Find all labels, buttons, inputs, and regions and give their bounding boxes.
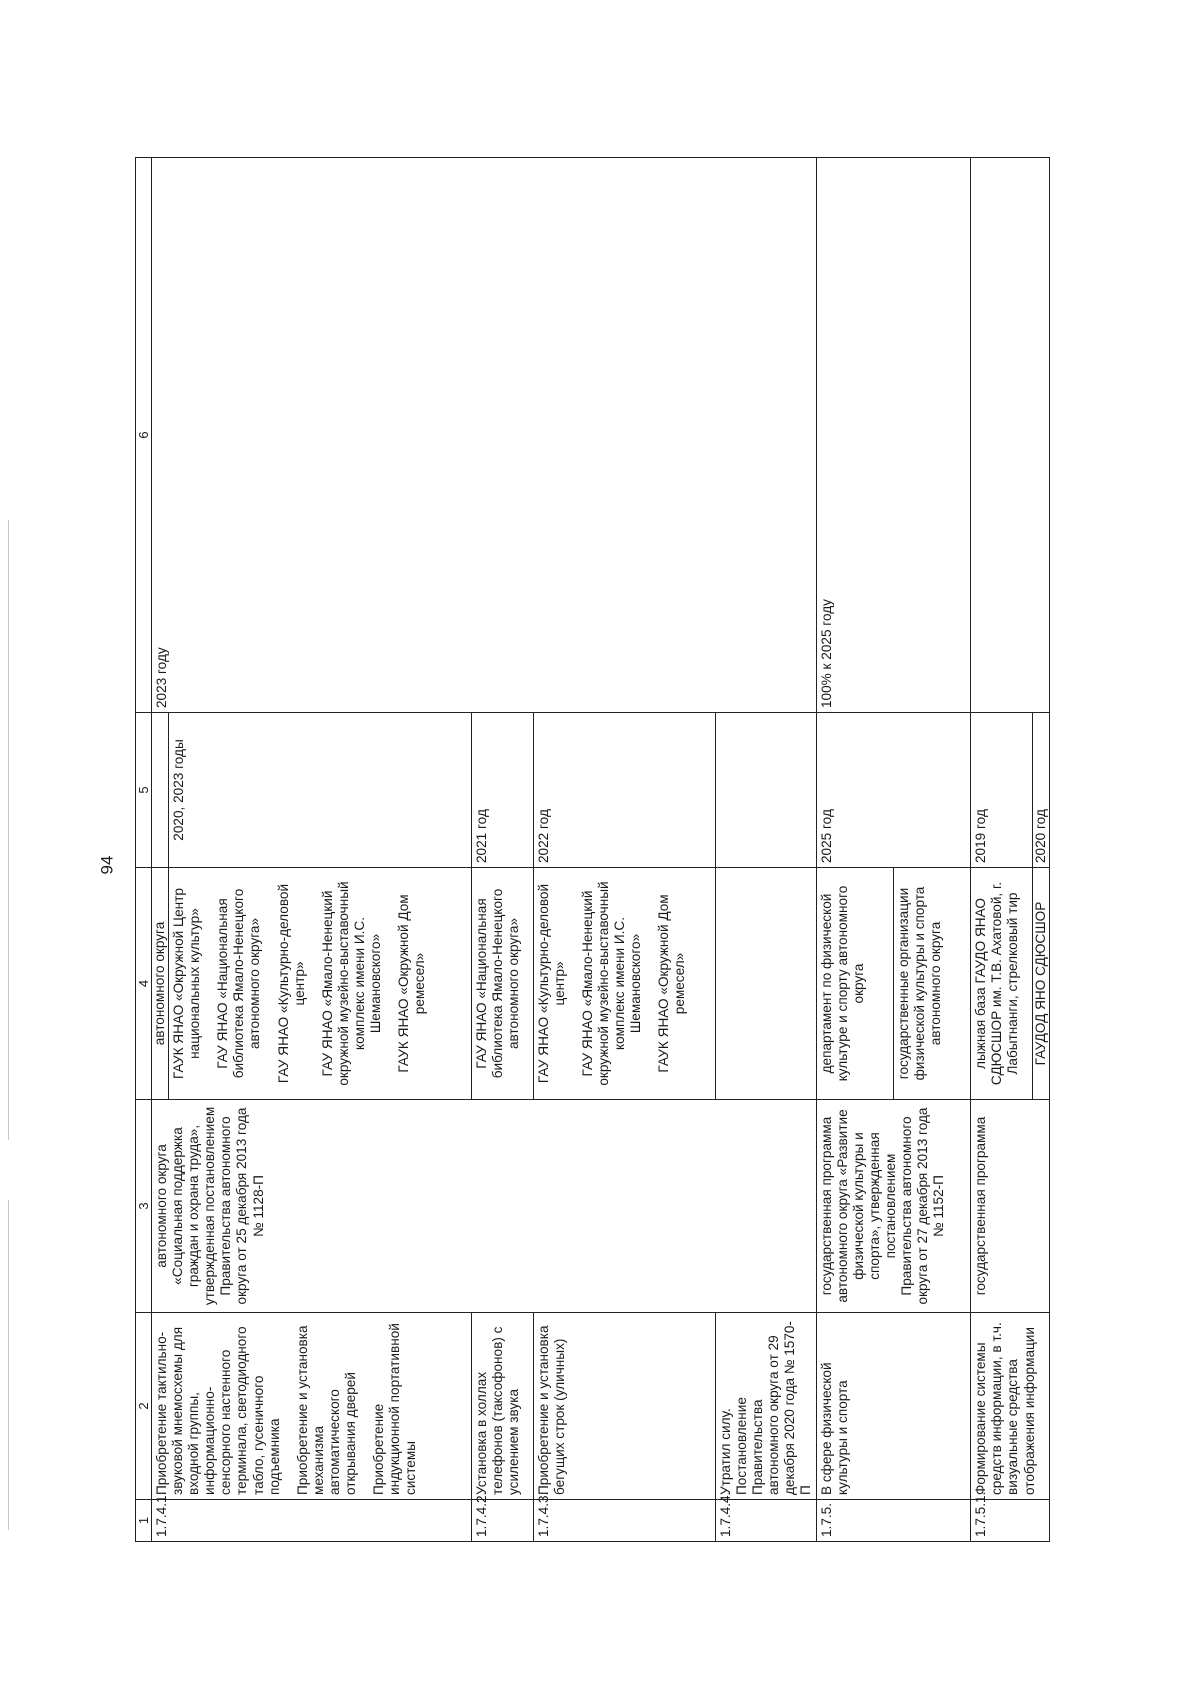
executor-line: ГАУ ЯНАО «Национальная библиотека Ямало-Ненецкого автономного округа» bbox=[215, 888, 263, 1079]
cell-program: автономного округа «Социальная поддержка граждан и охрана труда», утвержденная постановлением Правительства автономного округа от 25 декабря 2013 года № 1128-П bbox=[152, 1100, 817, 1313]
scan-edge-line bbox=[8, 520, 9, 1140]
cell-executor: департамент по физической культуре и спорту автономного округа bbox=[817, 868, 894, 1100]
cell-result bbox=[971, 158, 1050, 713]
scan-edge-line bbox=[8, 1200, 9, 1530]
cell-measure: Утратил силу. Постановление Правительства автономного округа от 29 декабря 2020 года № 1570-П bbox=[715, 1313, 816, 1500]
cell-number: 1.7.4.1. bbox=[152, 1500, 472, 1542]
page-number: 94 bbox=[96, 855, 116, 875]
table-row bbox=[817, 158, 894, 1542]
cell-result: 2023 году bbox=[152, 158, 817, 713]
cell-executor bbox=[169, 868, 472, 1100]
cell-number: 1.7.4.4. bbox=[715, 1500, 816, 1542]
cell-measure: Установка в холлах телефонов (таксофонов) с усилением звука bbox=[472, 1313, 534, 1500]
executor-line: ГАУК ЯНАО «Окружной Центр национальных культур» bbox=[171, 888, 203, 1079]
measure-line: Приобретение индукционной портативной системы bbox=[370, 1323, 418, 1495]
cell-measure: Приобретение и установка бегущих строк (уличных) bbox=[533, 1313, 715, 1500]
cell-executor: ГАУДОД ЯНО СДЮСШОР bbox=[1032, 868, 1049, 1100]
cell-number: 1.7.4.2. bbox=[472, 1500, 534, 1542]
cell-executor bbox=[533, 868, 715, 1100]
cell-executor: ГАУ ЯНАО «Национальная библиотека Ямало-Ненецкого автономного округа» bbox=[472, 868, 534, 1100]
cell-number: 1.7.4.3. bbox=[533, 1500, 715, 1542]
executor-line: ГАУ ЯНАО «Ямало-Ненецкий окружной музейно-выставочный комплекс имени И.С. Шемановского» bbox=[579, 881, 643, 1086]
header-cell: 1 bbox=[136, 1500, 152, 1542]
cell-measure bbox=[152, 1313, 472, 1500]
cell-measure: Формирование системы средств информации, в т.ч. визуальные средства отображения информации bbox=[971, 1313, 1050, 1500]
measures-table bbox=[135, 157, 1050, 1542]
cell-program: государственная программа автономного округа «Развитие физической культуры и спорта», утвержденная постановлением Правительства автономного округа от 27 декабря 2013 года № 1152-П bbox=[817, 1100, 971, 1313]
header-cell: 3 bbox=[136, 1100, 152, 1313]
executor-line: ГАУК ЯНАО «Окружной Дом ремесел» bbox=[655, 894, 687, 1073]
executor-line: ГАУ ЯНАО «Культурно-деловой центр» bbox=[275, 883, 307, 1084]
table-row bbox=[971, 158, 1033, 1542]
header-cell: 5 bbox=[136, 713, 152, 868]
cell-number: 1.7.5. bbox=[817, 1500, 971, 1542]
cell-measure: В сфере физической культуры и спорта bbox=[817, 1313, 971, 1500]
cell-year: 2019 год bbox=[971, 713, 1033, 868]
cell-year: 2021 год bbox=[472, 713, 534, 868]
cell-number: 1.7.5.1. bbox=[971, 1500, 1050, 1542]
cell-executor: государственные организации физической культуры и спорта автономного округа bbox=[894, 868, 971, 1100]
header-cell: 2 bbox=[136, 1313, 152, 1500]
cell-executor bbox=[715, 868, 816, 1100]
cell-executor: лыжная база ГАУДО ЯНАО СДЮСШОР им. Т.В. Ахатовой, г. Лабытнанги, стрелковый тир bbox=[971, 868, 1033, 1100]
cell-year: 2020, 2023 годы bbox=[169, 713, 472, 868]
header-cell: 4 bbox=[136, 868, 152, 1100]
cell-year: 2025 год bbox=[817, 713, 971, 868]
rotated-table-container bbox=[135, 157, 1050, 1542]
cell-year: 2022 год bbox=[533, 713, 715, 868]
executor-line: ГАУ ЯНАО «Ямало-Ненецкий окружной музейно-выставочный комплекс имени И.С. Шемановского» bbox=[319, 881, 383, 1086]
table-row bbox=[152, 158, 169, 1542]
cell-result: 100% к 2025 году bbox=[817, 158, 971, 713]
header-row bbox=[136, 158, 152, 1542]
cell-year bbox=[152, 713, 169, 868]
executor-line: ГАУ ЯНАО «Культурно-деловой центр» bbox=[535, 883, 567, 1084]
measure-line: Приобретение и установка механизма автоматического открывания дверей bbox=[294, 1325, 358, 1495]
cell-year bbox=[715, 713, 816, 868]
header-cell: 6 bbox=[136, 158, 152, 713]
measure-line: Приобретение тактильно-звуковой мнемосхемы для входной группы, информационно-сенсорного настенного терминала, светодиодного табло, гусеничного подъемника bbox=[154, 1326, 282, 1495]
cell-executor-cont: автономного округа bbox=[152, 868, 169, 1100]
executor-line: ГАУК ЯНАО «Окружной Дом ремесел» bbox=[395, 894, 427, 1073]
cell-year: 2020 год bbox=[1032, 713, 1049, 868]
cell-program: государственная программа bbox=[971, 1100, 1050, 1313]
